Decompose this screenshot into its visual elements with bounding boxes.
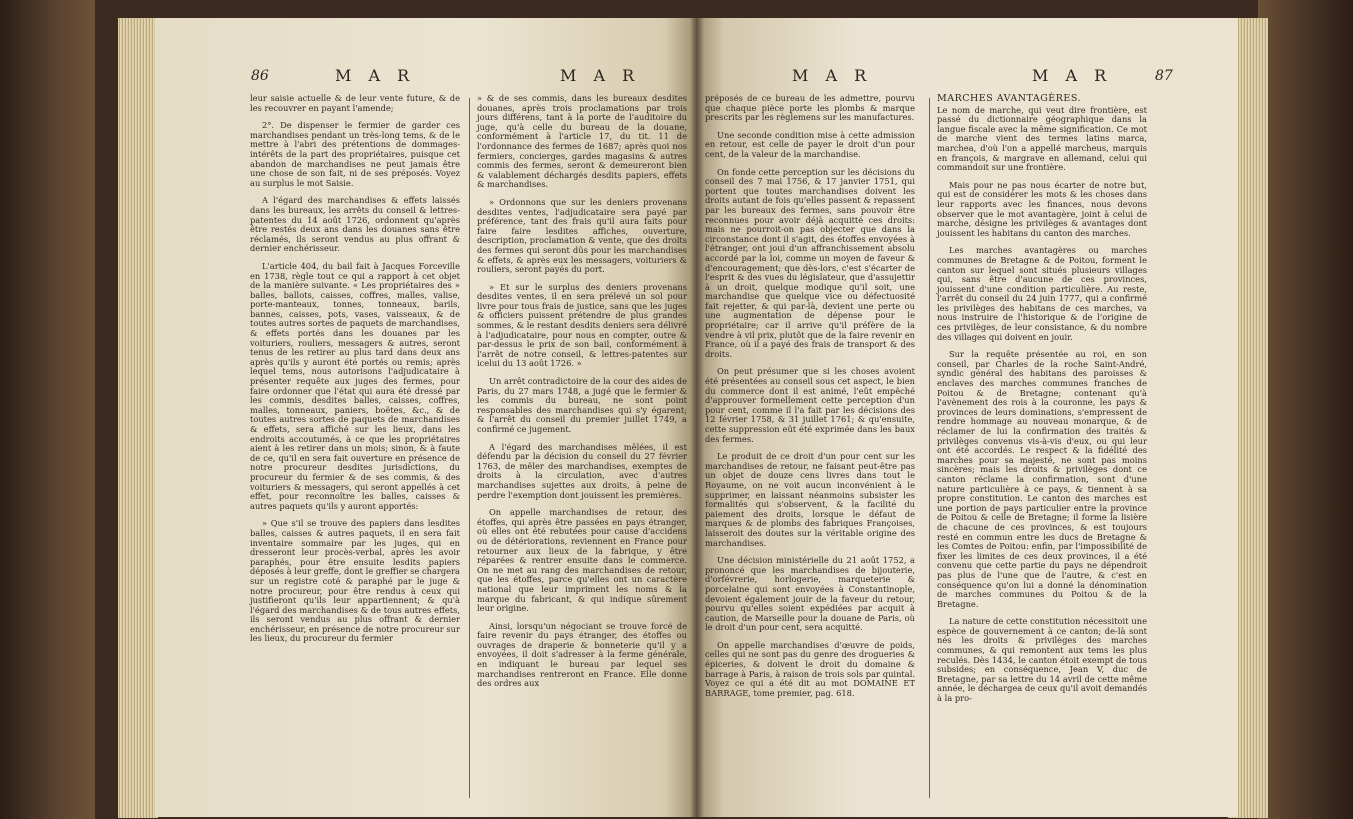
paragraph: 2°. De dispenser le fermier de garder ces marchandises pendant un très-long tems, & de le mettre à l'abri des prétentions de dommages-intérêts de la part des propriétaires, puisque cet abandon de marchandises ne peut jamais être une chose de son fait, ni de ses préposés. Voyez au surplus le mot Saisie. bbox=[250, 120, 460, 188]
paragraph: Le produit de ce droit d'un pour cent sur les marchandises de retour, ne faisant peut-être pas un objet de douze cens livres dans tout le Royaume, on ne voit aucun inconvénient à le supprimer, en laissant néanmoins subsister les formalités qui s'observent, & la facilité du paiement des droits, lorsque le défaut de marques & de plombs des fabriques Françoises, laisseroit des doutes sur la véritable origine des marchandises. bbox=[705, 451, 915, 548]
left-page bbox=[155, 18, 697, 817]
paragraph: préposés de ce bureau de les admettre, pourvu que chaque pièce porte les plombs & marque prescrits par les règlemens sur les manufactures. bbox=[705, 93, 915, 123]
paragraph: L'article 404, du bail fait à Jacques Forceville en 1738, règle tout ce qui a rapport à cet objet de la manière suivante. « Les propriétaires des » balles, ballots, caisses, coffres, malles, valise, porte-manteaux, tonnes, tonneaux, barils, bannes, caisses, pots, vases, vaisseaux, & de toutes autres sortes de paquets de marchandises, & effets portés dans les douanes par les voituriers, rouliers, messagers & autres, seront tenus de les retirer au plus tard dans deux ans après qu'ils y auront été portés ou remis; après lequel tems, nous autorisons l'adjudicataire à présenter requête aux juges des fermes, pour faire ordonner que l'état qui aura été dressé par les commis, desdites balles, caisses, coffres, malles, tonneaux, paniers, boëtes, &c., & de toutes autres sortes de paquets de marchandises & effets, sera affiché sur les lieux, dans les endroits accoutumés, à ce que les propriétaires aient à les retirer dans un mois; sinon, & à faute de ce, qu'il en sera fait ouverture en présence de notre procureur desdites jurisdictions, du procureur du fermier & de ses commis, & des voituriers & messagers, qui seront appellés à cet effet, pour reconnoître les balles, caisses & autres paquets qu'ils y auront apportés: bbox=[250, 260, 460, 511]
paragraph: A l'égard des marchandises & effets laissés dans les bureaux, les arrêts du conseil & lettres-patentes du 14 août 1726, ordonnent qu'après être restés deux ans dans les douanes sans être réclamés, ils seront vendus au plus offrant & dernier enchérisseur. bbox=[250, 195, 460, 254]
paragraph: On appelle marchandises d'œuvre de poids, celles qui ne sont pas du genre des drogueries & épiceries, & doivent le droit du domaine & barrage à Paris, à raison de trois sols par quintal. Voyez ce qui a été dit au mot DOMAINE ET BARRAGE, tome premier, pag. 618. bbox=[705, 639, 915, 698]
paragraph: A l'égard des marchandises mêlées, il est défendu par la décision du conseil du 27 février 1763, de mêler des marchandises, exemptes de droits à la circulation, avec d'autres marchandises sujettes aux droits, à peine de perdre l'exemption dont jouissent les premières. bbox=[477, 441, 687, 500]
running-head: M A R bbox=[335, 66, 416, 85]
section-heading: MARCHES AVANTAGÈRES. bbox=[937, 93, 1082, 104]
paragraph: Un arrêt contradictoire de la cour des aides de Paris, du 27 mars 1748, a jugé que le fermier & les commis du bureau, ne sont point responsables des marchandises qui s'y égarent; & l'arrêt du conseil du premier juillet 1749, a confirmé ce jugement. bbox=[477, 376, 687, 434]
book-gutter bbox=[690, 18, 704, 817]
text-column bbox=[477, 94, 687, 697]
paragraph: Sur la requête présentée au roi, en son conseil, par Charles de la roche Saint-André, syndic général des habitans des paroisses & enclaves des marches communes franches de Poitou & de Bretagne; contenant qu'à l'avènement des rois à la couronne, les pays & provinces de leurs dominations, s'empressent de rendre hommage au nouveau monarque, & de réclamer de lui la confirmation des traités & privilèges convenus vis-à-vis d'eux, ou qui leur ont été accordés. Le respect & la fidélité des marches pour sa majesté, ne sont pas moins sincères; mais les droits & privilèges dont ce canton réclame la confirmation, sont d'une nature particulière à ce pays, & tiennent à sa propre constitution. Le canton des marches est une portion de pays particulier entre la province de Poitou & celle de Bretagne; il forme la lisière de chacune de ces provinces, & est toujours resté en commun entre les ducs de Bretagne & les Comtes de Poitou: enfin, par l'impossibilité de fixer les limites de ces deux provinces, il a été convenu que cette partie du pays ne dépendroit pas plus de l'une que de l'autre, & c'est en conséquence qu'on lui a donné la dénomination de marches communes du Poitou & de la Bretagne. bbox=[937, 349, 1147, 609]
paragraph: » Et sur le surplus des deniers provenans desdites ventes, il en sera prélevé un sol pour livre pour tous frais de justice, sans que les juges & officiers puissent prétendre de plus grandes sommes, & le restant desdits deniers sera délivré à l'adjudicataire, pour nous en compter, outre & par-dessus le prix de son bail, conformément à l'arrêt de notre conseil, & lettres-patentes sur icelui du 13 août 1726. » bbox=[477, 281, 687, 369]
paragraph: On appelle marchandises de retour, des étoffes, qui après être passées en pays étranger, où elles ont été rebutées pour cause d'accidens ou de détériorations, reviennent en France pour retourner aux lieux de la fabrique, y être réparées & rentrer ensuite dans le commerce. On ne met au rang des marchandises de retour, que les étoffes, parce qu'elles ont un caractère national que leur impriment les noms & la marque du fabricant, & qui indique sûrement leur origine. bbox=[477, 507, 687, 614]
paragraph: leur saisie actuelle & de leur vente future, & de les recouvrer en payant l'amende; bbox=[250, 93, 460, 113]
paragraph: » & de ses commis, dans les bureaux desdites douanes, après trois proclamations par trois jours différens, tant à la porte de l'auditoire du juge, qu'à celle du bureau de la douane, conformément à l'article 17, du tit. 11 de l'ordonnance des fermes de 1687; après quoi nos fermiers, concierges, gardes magasins & autres commis des fermes, seront & demeureront bien & valablement déchargés desdits papiers, effets & marchandises. bbox=[477, 93, 687, 190]
paragraph: Une décision ministérielle du 21 août 1752, a prononcé que les marchandises de bijouterie, d'orfévrerie, horlogerie, marqueterie & porcelaine qui sont envoyées à Constantinople, devoient également jouir de la faveur du retour, pourvu qu'elles soient expédiées par acquit à caution, de Marseille pour la douane de Paris, où le droit d'un pour cent, sera acquitté. bbox=[705, 555, 915, 633]
paragraph: Ainsi, lorsqu'un négociant se trouve forcé de faire revenir du pays étranger, des étoffes ou ouvrages de draperie & bonneterie qu'il y a envoyées, il doit s'adresser à la ferme générale, en indiquant le bureau par lequel ses marchandises rentreront en France. Elle donne des ordres aux bbox=[477, 620, 687, 689]
paragraph: Les marches avantagères ou marches communes de Bretagne & de Poitou, forment le canton sur lequel sont situés plusieurs villages qui, sans être d'aucune de ces provinces, jouissent d'une condition particulière. Au reste, l'arrêt du conseil du 24 juin 1777, qui a confirmé les privilèges des habitans de ces marches, va nous instruire de l'historique & de l'origine de ces privilèges, de leur consistance, & du nombre des villages qui doivent en jouir. bbox=[937, 245, 1147, 342]
running-head: M A R bbox=[1032, 66, 1113, 85]
paragraph: La nature de cette constitution nécessitoit une espèce de gouvernement à ce canton; de-là sont nés les droits & privilèges des marches communes, & qui remontent aux tems les plus reculés. Dès 1434, le canton étoit exempt de tous subsides; en conséquence, Jean V, duc de Bretagne, par sa lettre du 14 avril de cette même année, le déchargea de ceux qu'il avoit demandés à la pro- bbox=[937, 616, 1147, 704]
page-number: 86 bbox=[251, 68, 269, 84]
text-column bbox=[937, 94, 1147, 712]
background-left bbox=[0, 0, 95, 819]
page-edges-left bbox=[118, 18, 158, 818]
background-right bbox=[1258, 0, 1353, 819]
page-number: 87 bbox=[1155, 68, 1173, 84]
text-column bbox=[705, 94, 915, 706]
running-head: M A R bbox=[560, 66, 641, 85]
paragraph: Une seconde condition mise à cette admission en retour, est celle de payer le droit d'un pour cent, de la valeur de la marchandise. bbox=[705, 129, 915, 159]
paragraph: Le nom de marche, qui veut dire frontière, est passé du dictionnaire géographique dans la langue fiscale avec la même signification. Ce mot de marche vient des termes latins marca, marchea, d'où l'on a appellé marcheus, marquis en françois, & margrave en allemand, celui qui commandoit sur une frontière. bbox=[937, 104, 1147, 173]
paragraph: On peut présumer que si les choses avoient été présentées au conseil sous cet aspect, le bien du commerce dont il est animé, l'eût empêché d'approuver formellement cette perception d'un pour cent, comme il l'a fait par les décisions des 12 février 1758, & 31 juillet 1761; & qu'ensuite, cette suppression eût été exprimée dans les baux des fermes. bbox=[705, 366, 915, 444]
paragraph: Mais pour ne pas nous écarter de notre but, qui est de considérer les mots & les choses dans leur rapports avec les finances, nous devons observer que le mot avantagère, joint à celui de marche, désigne les privilèges & avantages dont jouissent les habitans du canton des marches. bbox=[937, 179, 1147, 238]
paragraph: » Ordonnons que sur les deniers provenans desdites ventes, l'adjudicataire sera payé par préférence, tant des frais qu'il aura faits pour faire faire lesdites affiches, ouverture, description, proclamation & vente, que des droits des fermes qui seront dûs pour les marchandises & effets, & après eux les messagers, voituriers & rouliers, seront payés du port. bbox=[477, 196, 687, 275]
paragraph: » Que s'il se trouve des papiers dans lesdites balles, caisses & autres paquets, il en sera fait inventaire sommaire par les juges, qui en dresseront leur procès-verbal, après les avoir paraphés, pour être ensuite lesdits papiers déposés à leur greffe, dont le greffier se chargera sur un registre coté & paraphé par le juge & notre procureur, pour être rendus à ceux qui justifieront qu'ils leur appartiennent; & qu'à l'égard des marchandises & de tous autres effets, ils seront vendus au plus offrant & dernier enchérisseur, en présence de notre procureur sur les lieux, du procureur du fermier bbox=[250, 518, 460, 644]
paragraph: On fonde cette perception sur les décisions du conseil des 7 mai 1756, & 17 janvier 1751, qui portent que toutes marchandises doivent les droits autant de fois qu'elles passent & repassent par les bureaux des fermes, sans pouvoir être reconnues pour avoir déjà acquitté ces droits: mais ne pourroit-on pas objecter que dans la circonstance dont il s'agit, des étoffes envoyées à l'étranger, ont joui d'un affranchissement absolu accordé par la loi, comme un moyen de faveur & d'encouragement; que dès-lors, c'est s'écarter de l'esprit & des vues du législateur, que d'assujettir à un droit, quelque modique qu'il soit, une marchandise que quelque vice ou défectuosité fait rejetter, & qui par-là, devient une perte ou une augmentation de dépense pour le propriétaire; car il arrive qu'il préfère de la vendre à vil prix, plutôt que de la faire revenir en France, où il a payé des frais de transport & des droits. bbox=[705, 166, 915, 359]
column-rule bbox=[929, 98, 930, 798]
right-page bbox=[697, 18, 1238, 817]
text-column bbox=[250, 94, 460, 652]
running-head: M A R bbox=[792, 66, 873, 85]
column-rule bbox=[469, 98, 470, 798]
